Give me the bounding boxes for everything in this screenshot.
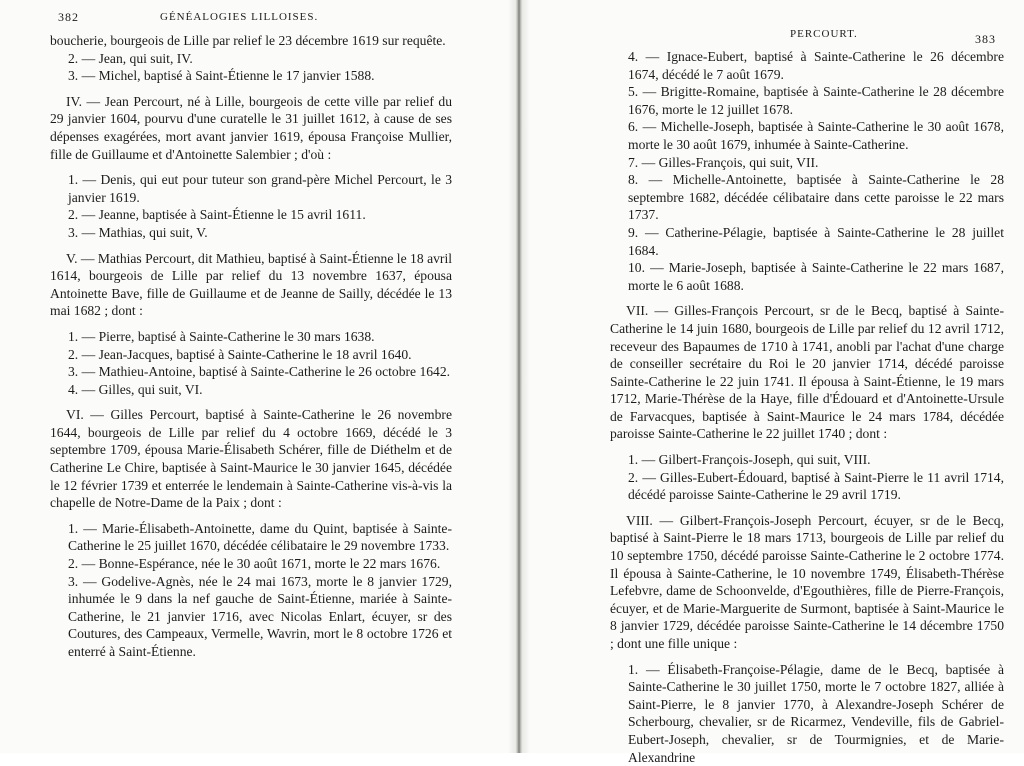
list-item: 7. — Gilles-François, qui suit, VII. [628,154,819,170]
right-running-title: PERCOURT. [790,28,858,40]
left-page-number: 382 [58,10,79,24]
list-item: 3. — Godelive-Agnès, née le 24 mai 1673, morte le 8 janvier 1729, inhumée le 9 dans la nef gauche de Saint-Étienne, mariée à Sainte-Catherine, le 21 janvier 1716, avec Nicolas Enlart, écuyer, sr des Coutures, des Campeaux, Vermelle, Wavrin, mort le 8 octobre 1726 et enterré à Saint-Étienne. [68,573,452,659]
generation-paragraph: IV. — Jean Percourt, né à Lille, bourgeois de cette ville par relief du 29 janvier 1604, pourvu d'une curatelle le 31 juillet 1612, à cause de ses dépenses exagérées, mort avant janvier 1619, épousa Françoise Mullier, fille de Guillaume et d'Antoinette Salembier ; d'où : [50,93,452,162]
generation-paragraph: V. — Mathias Percourt, dit Mathieu, baptisé à Saint-Étienne le 18 avril 1614, bourgeois de Lille par relief du 13 novembre 1637, épousa Antoinette Bave, fille de Guillaume et de Jeanne de Sailly, décédée le 13 mai 1682 ; dont : [50,250,452,319]
generation-paragraph: VIII. — Gilbert-François-Joseph Percourt, écuyer, sr de le Becq, baptisé à Saint-Pierre le 18 mars 1713, bourgeois de Lille par relief du 10 septembre 1750, décédé paroisse Sainte-Catherine le 2 octobre 1774. Il épousa à Sainte-Catherine, le 10 novembre 1749, Élisabeth-Thérèse Lefebvre, dame de Schoonvelde, d'Egouthières, fille de Pierre-François, écuyer, et de Marie-Marguerite de Surmont, baptisée à Saint-Maurice le 8 janvier 1729, décédée paroisse Sainte-Catherine le 14 décembre 1750 ; dont une fille unique : [610,512,1004,651]
list-item: 3. — Mathias, qui suit, V. [68,224,208,240]
list-item: 2. — Bonne-Espérance, née le 30 août 1671, morte le 22 mars 1676. [68,556,441,572]
list-item: 1. — Marie-Élisabeth-Antoinette, dame du Quint, baptisée à Sainte-Catherine le 25 juillet 1670, décédée célibataire le 29 novembre 1733. [68,520,452,554]
list-item: 1. — Élisabeth-Françoise-Pélagie, dame de le Becq, baptisée à Sainte-Catherine le 30 juillet 1750, morte le 7 octobre 1827, alliée à Saint-Pierre, le 8 janvier 1770, à Alexandre-Joseph Schérer de Scherbourg, chevalier, sr de Ricarmez, Vendeville, fils de Gabriel-Eubert-Joseph, chevalier, sr de Tourmignies, et de Marie-Alexandrine [628,661,1004,765]
list-item: 9. — Catherine-Pélagie, baptisée à Sainte-Catherine le 28 juillet 1684. [628,224,1004,258]
list-item: 8. — Michelle-Antoinette, baptisée à Sainte-Catherine le 28 septembre 1682, décédée célibataire dans cette paroisse le 22 mars 1737. [628,172,1004,223]
right-page-number: 383 [975,32,996,46]
list-item: 4. — Gilles, qui suit, VI. [68,381,203,397]
list-item: 2. — Jeanne, baptisée à Saint-Étienne le 15 avril 1611. [68,207,366,223]
generation-paragraph: VII. — Gilles-François Percourt, sr de le Becq, baptisé à Sainte-Catherine le 14 juin 1680, bourgeois de Lille par relief du 12 avril 1712, receveur des Bapaumes de 1710 à 1741, anobli par l'achat d'une charge de conseiller secrétaire du Roi le 20 janvier 1714, décédé paroisse Sainte-Catherine le 22 juin 1741. Il épousa à Saint-Étienne, le 19 mars 1712, Marie-Thérèse de la Haye, fille d'Édouard et d'Antoinette-Ursule de Farvacques, baptisée à Saint-Maurice le 24 mars 1784, décédée paroisse Sainte-Catherine le 22 juillet 1740 ; dont : [610,303,1004,442]
left-page-header [50,8,452,32]
list-item: 2. — Jean, qui suit, IV. [68,50,193,66]
list-item: 1. — Denis, qui eut pour tuteur son grand-père Michel Percourt, le 3 janvier 1619. [68,172,452,205]
left-running-title: GÉNÉALOGIES LILLOISES. [160,11,319,23]
right-page-header [610,28,1004,48]
list-item: 3. — Michel, baptisé à Saint-Étienne le 17 janvier 1588. [68,68,375,84]
list-item: 10. — Marie-Joseph, baptisée à Sainte-Catherine le 22 mars 1687, morte le 6 août 1688. [628,260,1004,293]
list-item: 2. — Jean-Jacques, baptisé à Sainte-Catherine le 18 avril 1640. [68,346,412,362]
right-page [530,0,1024,765]
list-item: 4. — Ignace-Eubert, baptisé à Sainte-Catherine le 26 décembre 1674, décédé le 7 août 1679. [628,49,1004,82]
paragraph: boucherie, bourgeois de Lille par relief le 23 décembre 1619 sur requête. [50,33,446,48]
list-item: 1. — Pierre, baptisé à Sainte-Catherine le 30 mars 1638. [68,328,375,344]
book-gutter [508,0,530,753]
list-item: 6. — Michelle-Joseph, baptisée à Sainte-Catherine le 30 août 1678, morte le 30 août 1679, inhumée à Sainte-Catherine. [628,119,1004,152]
list-item: 1. — Gilbert-François-Joseph, qui suit, VIII. [628,452,871,468]
list-item: 2. — Gilles-Eubert-Édouard, baptisé à Saint-Pierre le 11 avril 1714, décédé paroisse Sainte-Catherine le 29 avril 1719. [628,469,1004,503]
list-item: 3. — Mathieu-Antoine, baptisé à Sainte-Catherine le 26 octobre 1642. [68,364,451,380]
left-page [0,0,510,753]
generation-paragraph: VI. — Gilles Percourt, baptisé à Sainte-Catherine le 26 novembre 1644, bourgeois de Lille par relief du 4 octobre 1669, décédé le 3 septembre 1709, épousa Marie-Élisabeth Schérer, fille de Diéthelm et de Catherine Le Chire, baptisée à Saint-Maurice le 30 janvier 1645, décédée le 12 février 1739 et enterrée le lendemain à Sainte-Catherine vis-à-vis la chapelle de Notre-Dame de la Paix ; dont : [50,407,452,511]
list-item: 5. — Brigitte-Romaine, baptisée à Sainte-Catherine le 28 décembre 1676, morte le 12 juillet 1678. [628,84,1004,117]
